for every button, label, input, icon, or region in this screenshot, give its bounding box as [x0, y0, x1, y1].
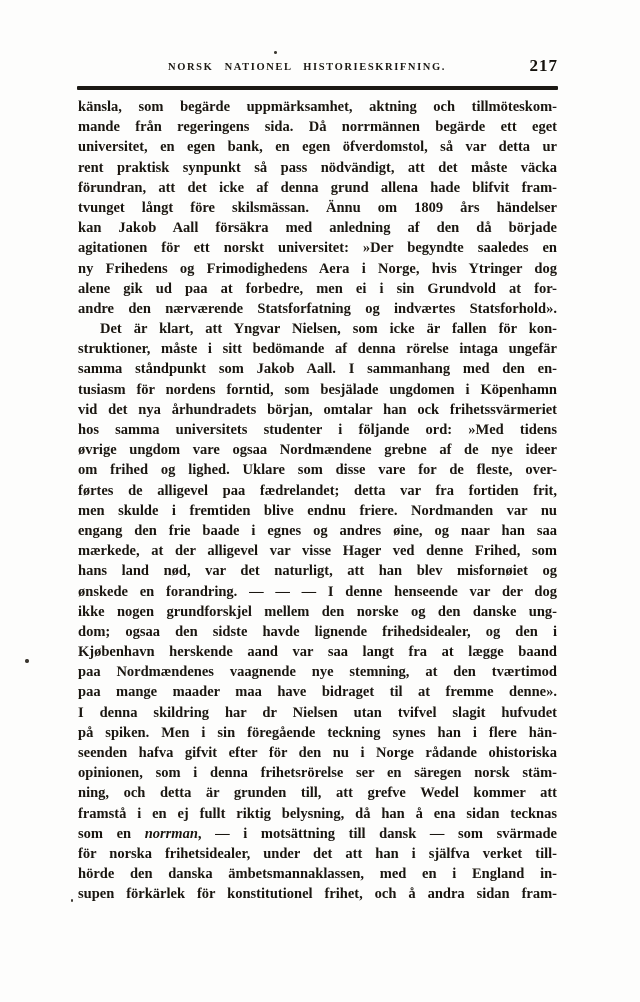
text-line: struktioner, måste i sitt bedömande af denna rörelse intaga ungefär: [78, 341, 557, 358]
text-line: ning, och detta är grunden till, att grefve Wedel kommer att: [78, 785, 557, 802]
text-line: [78, 824, 557, 844]
text-line: øvrige ungdom vare ogsaa Nordmændene grebne af de nye ideer: [78, 442, 557, 459]
text-line: framstå i en ej fullt riktig belysning, då han å ena sidan tecknas: [78, 805, 557, 822]
text-line: supen förkärlek för konstitutionel frihet, och å andra sidan fram-: [78, 886, 557, 903]
text-line: I denna skildring har dr Nielsen utan tvifvel slagit hufvudet: [78, 704, 557, 721]
text-line: samma ståndpunkt som Jakob Aall. I sammanhang med den en-: [78, 361, 557, 378]
text-line: mærkede, at der alligevel var visse Hager ved denne Frihed, som: [78, 543, 557, 560]
text-line: seenden hafva gifvit efter för den nu i Norge rådande ohistoriska: [78, 745, 557, 761]
text-line: kan Jakob Aall försäkra med anledning af den då började: [78, 220, 557, 237]
text-line: för norska frihetsidealer, under det att han i själfva verket till-: [78, 845, 557, 862]
text-line: universitet, en egen bank, en egen öfverdomstol, så var detta ur: [78, 139, 557, 156]
scan-speck: [25, 659, 29, 663]
text-line: engang den frie baade i egnes og andres øine, og naar han saa: [78, 522, 557, 539]
text-line: tvunget långt före skilsmässan. Ännu om 1809 års händelser: [78, 199, 557, 216]
text-line: förundran, att det icke af denna grund allena hade blifvit fram-: [78, 179, 557, 196]
running-header-title: NORSK NATIONEL HISTORIESKRIFNING.: [168, 62, 446, 73]
text-line: ikke nogen grundforskjel mellem den norske og den danske ung-: [78, 603, 557, 620]
text-line: rent praktisk synpunkt så pass nödvändigt, att det måste väcka: [78, 159, 557, 176]
text-segment: som en: [78, 825, 145, 842]
text-line: agitationen för ett norskt universitet: »Der begyndte saaledes en: [78, 240, 557, 257]
text-line: tusiasm för nordens forntid, som besjälade ungdomen i Köpenhamn: [78, 381, 557, 398]
text-line: førtes de alligevel paa fædrelandet; detta var fra fortiden frit,: [78, 482, 557, 499]
text-line: på spiken. Men i sin föregående teckning synes han i flere hän-: [78, 724, 557, 741]
text-line: hans land nød, var det naturligt, att han blev misfornøiet og: [78, 563, 557, 580]
text-line: paa Nordmændenes vaagnende nye stemning, at den tværtimod: [78, 664, 557, 681]
text-line: Det är klart, att Yngvar Nielsen, som icke är fallen för kon-: [100, 321, 557, 338]
text-line: vid det nya århundradets början, omtalar han ock frihetssvärmeriet: [78, 401, 557, 418]
text-line: men skulde i fremtiden blive endnu friere. Nordmanden var nu: [78, 502, 557, 519]
text-line: hörde den danska ämbetsmannaklassen, med en i England in-: [78, 866, 557, 883]
text-line: paa mange maader maa have bidraget til at fremme denne».: [78, 684, 557, 701]
text-line: om frihed og lighed. Uklare som disse vare for de fleste, over-: [78, 462, 557, 479]
text-line: Kjøbenhavn herskende aand var saa langt fra at lægge baand: [78, 644, 557, 661]
text-line: alene gik ud paa at forbedre, men ei i sin Grundvold at for-: [78, 280, 557, 297]
text-line: dom; ogsaa den sidste havde lignende frihedsidealer, og den i: [78, 623, 557, 640]
text-segment: , — i motsättning till dansk — som svärmade: [197, 825, 557, 842]
text-line: mande från regeringens sida. Då norrmännen begärde ett eget: [78, 119, 557, 136]
text-line: ny Frihedens og Frimodighedens Aera i Norge, hvis Ytringer dog: [78, 260, 557, 277]
header-rule-divider: [77, 86, 558, 90]
scan-speck: [71, 899, 73, 902]
italic-word: norrman: [144, 825, 198, 842]
text-line: opinionen, som i denna frihetsrörelse ser en säregen norsk stäm-: [78, 765, 557, 782]
text-line: andre den nærværende Statsforfatning og indværtes Statsforhold».: [78, 300, 557, 317]
text-line: hos samma universitets studenter i följande ord: »Med tidens: [78, 422, 557, 438]
page-number: 217: [529, 56, 558, 75]
text-line: ønskede en forandring. — — — I denne henseende var der dog: [78, 583, 557, 600]
text-line: känsla, som begärde uppmärksamhet, aktning och tillmöteskom-: [78, 99, 557, 115]
text-block: [78, 97, 557, 905]
scan-speck: [274, 51, 277, 54]
